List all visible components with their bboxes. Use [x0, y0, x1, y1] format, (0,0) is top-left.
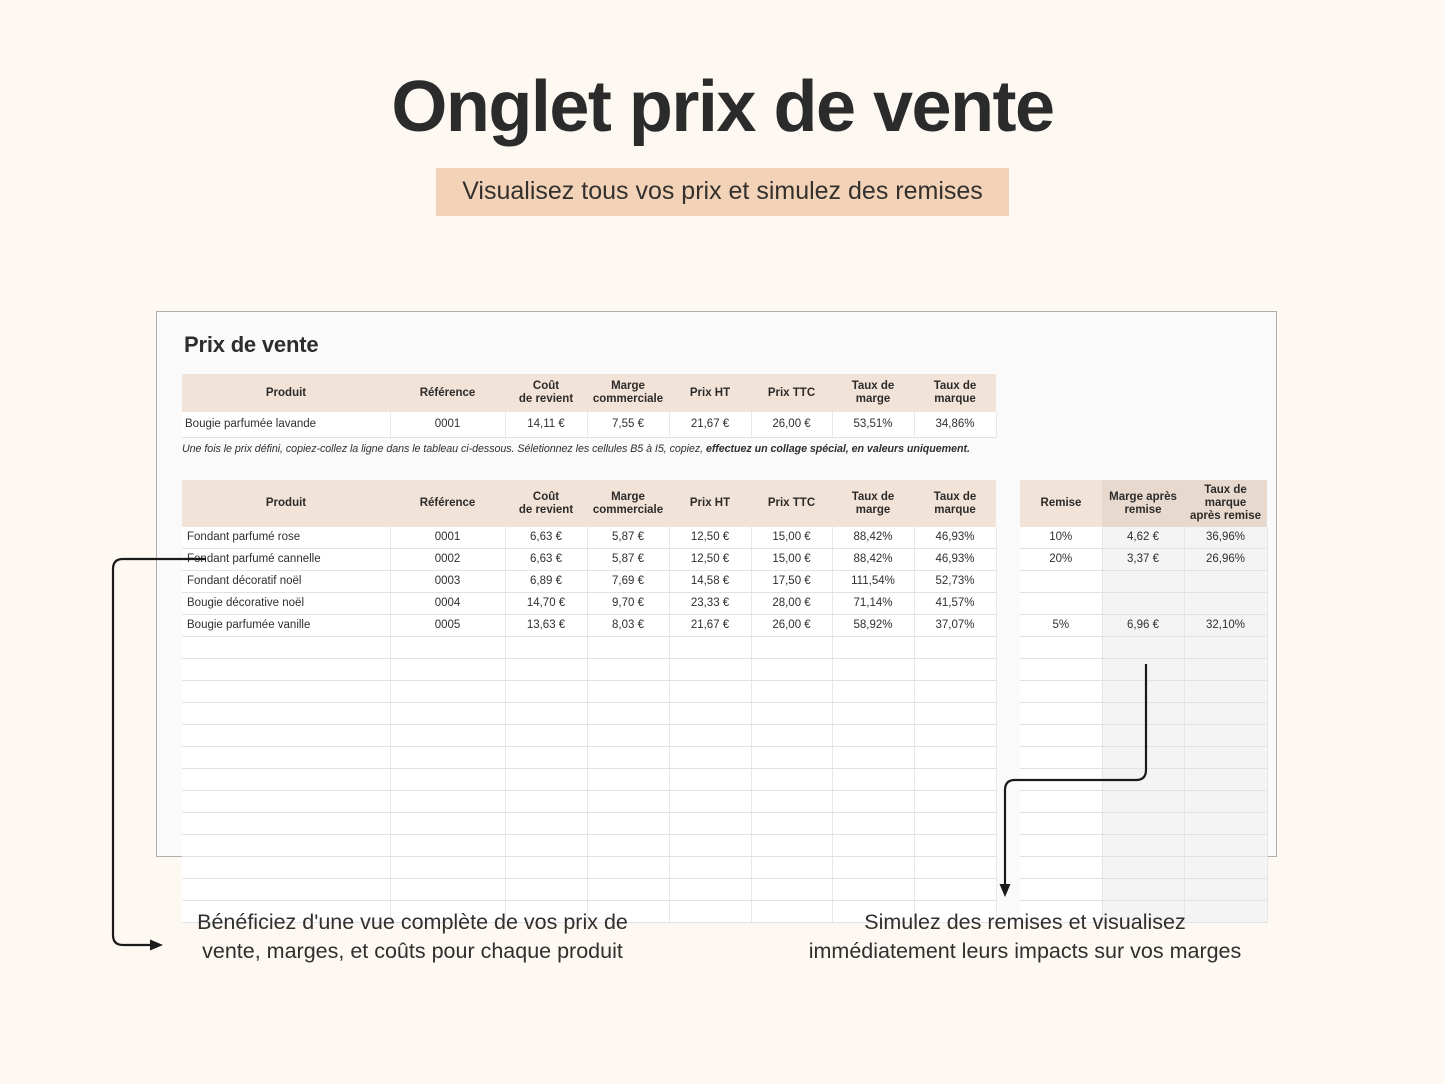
- caption-right: [745, 908, 1305, 966]
- table-row-empty[interactable]: [182, 703, 1267, 725]
- table-row-empty[interactable]: [182, 857, 1267, 879]
- cell-prix-ttc[interactable]: [751, 879, 832, 901]
- table-row[interactable]: [182, 615, 1267, 637]
- col-produit[interactable]: Produit: [182, 480, 390, 527]
- cell-spacer: [996, 571, 1020, 593]
- cell-taux-marque-apres-remise[interactable]: [1184, 857, 1267, 879]
- cell-produit[interactable]: [182, 769, 390, 791]
- cell-taux-marque-apres-remise[interactable]: [1184, 725, 1267, 747]
- table-row-empty[interactable]: [182, 637, 1267, 659]
- cell-prix-ht[interactable]: 14,58 €: [669, 571, 751, 593]
- cell-cout[interactable]: 6,63 €: [505, 549, 587, 571]
- cell-spacer: [996, 813, 1020, 835]
- cell-cout[interactable]: 14,11 €: [505, 412, 587, 438]
- col-marge-apres-remise[interactable]: Marge après remise: [1102, 480, 1184, 527]
- cell-prix-ttc[interactable]: 15,00 €: [751, 527, 832, 549]
- cell-prix-ttc[interactable]: [751, 703, 832, 725]
- cell-taux-marque-apres-remise[interactable]: [1184, 835, 1267, 857]
- cell-taux-marque-apres-remise[interactable]: [1184, 703, 1267, 725]
- cell-remise[interactable]: 20%: [1020, 549, 1102, 571]
- cell-remise[interactable]: 10%: [1020, 527, 1102, 549]
- table-row-empty[interactable]: [182, 769, 1267, 791]
- cell-spacer: [996, 681, 1020, 703]
- cell-taux-marque[interactable]: [914, 637, 996, 659]
- cell-remise[interactable]: [1020, 791, 1102, 813]
- cell-marge[interactable]: 5,87 €: [587, 527, 669, 549]
- table-row-empty[interactable]: [182, 747, 1267, 769]
- cell-marge-apres-remise[interactable]: [1102, 593, 1184, 615]
- cell-prix-ttc[interactable]: [751, 747, 832, 769]
- cell-marge[interactable]: 8,03 €: [587, 615, 669, 637]
- table-row-empty[interactable]: [182, 681, 1267, 703]
- cell-spacer: [996, 747, 1020, 769]
- cell-taux-marque[interactable]: 46,93%: [914, 527, 996, 549]
- cell-cout[interactable]: 6,63 €: [505, 527, 587, 549]
- cell-produit[interactable]: [182, 879, 390, 901]
- cell-marge[interactable]: 9,70 €: [587, 593, 669, 615]
- cell-prix-ht[interactable]: [669, 857, 751, 879]
- table-header-row: [182, 374, 996, 412]
- cell-prix-ht[interactable]: 12,50 €: [669, 527, 751, 549]
- cell-remise[interactable]: [1020, 659, 1102, 681]
- cell-prix-ttc[interactable]: [751, 681, 832, 703]
- cell-reference[interactable]: 0003: [390, 571, 505, 593]
- cell-reference[interactable]: [390, 659, 505, 681]
- cell-prix-ht[interactable]: 21,67 €: [669, 615, 751, 637]
- cell-produit[interactable]: Fondant décoratif noël: [182, 571, 390, 593]
- cell-marge[interactable]: [587, 681, 669, 703]
- cell-produit[interactable]: [182, 637, 390, 659]
- cell-cout[interactable]: [505, 813, 587, 835]
- cell-taux-marque-apres-remise[interactable]: 32,10%: [1184, 615, 1267, 637]
- cell-spacer: [996, 549, 1020, 571]
- col-marge-commerciale[interactable]: Marge commerciale: [587, 480, 669, 527]
- cell-cout[interactable]: [505, 857, 587, 879]
- cell-spacer: [996, 725, 1020, 747]
- cell-reference[interactable]: 0004: [390, 593, 505, 615]
- cell-taux-marque[interactable]: [914, 835, 996, 857]
- note-text: Une fois le prix défini, copiez-collez la ligne dans le tableau ci-dessous. Séletionnez les cellules B5 à I5, copiez,: [182, 443, 707, 455]
- table-body: [182, 527, 1267, 923]
- cell-prix-ttc[interactable]: [751, 791, 832, 813]
- cell-taux-marque-apres-remise[interactable]: [1184, 681, 1267, 703]
- cell-reference[interactable]: [390, 747, 505, 769]
- cell-taux-marque-apres-remise[interactable]: 26,96%: [1184, 549, 1267, 571]
- cell-reference[interactable]: [390, 813, 505, 835]
- cell-taux-marque[interactable]: 34,86%: [914, 412, 996, 438]
- table-row[interactable]: [182, 549, 1267, 571]
- cell-taux-marge[interactable]: [832, 747, 914, 769]
- col-cout-de-revient[interactable]: Coût de revient: [505, 374, 587, 412]
- cell-remise[interactable]: [1020, 813, 1102, 835]
- cell-taux-marge[interactable]: 111,54%: [832, 571, 914, 593]
- cell-taux-marque[interactable]: [914, 791, 996, 813]
- cell-remise[interactable]: [1020, 681, 1102, 703]
- cell-taux-marge[interactable]: [832, 791, 914, 813]
- cell-produit[interactable]: [182, 703, 390, 725]
- caption-left: [160, 908, 665, 966]
- cell-taux-marque[interactable]: [914, 813, 996, 835]
- caption-left-line1: Bénéficiez d'une vue complète de vos prix de: [197, 910, 628, 934]
- cell-marge-apres-remise[interactable]: [1102, 791, 1184, 813]
- cell-spacer: [996, 527, 1020, 549]
- cell-marge[interactable]: [587, 725, 669, 747]
- col-prix-ht[interactable]: Prix HT: [669, 480, 751, 527]
- col-spacer: [996, 480, 1020, 527]
- cell-produit[interactable]: [182, 725, 390, 747]
- cell-taux-marque[interactable]: 52,73%: [914, 571, 996, 593]
- table-row-empty[interactable]: [182, 725, 1267, 747]
- cell-produit[interactable]: Bougie parfumée lavande: [182, 412, 390, 438]
- cell-produit[interactable]: [182, 791, 390, 813]
- cell-prix-ht[interactable]: 21,67 €: [669, 412, 751, 438]
- cell-marge[interactable]: [587, 857, 669, 879]
- cell-reference[interactable]: [390, 703, 505, 725]
- price-simulation-table[interactable]: [182, 480, 1268, 923]
- table-row[interactable]: [182, 527, 1267, 549]
- instruction-note: [182, 443, 970, 455]
- cell-taux-marque[interactable]: 41,57%: [914, 593, 996, 615]
- cell-marge-apres-remise[interactable]: 3,37 €: [1102, 549, 1184, 571]
- cell-prix-ht[interactable]: 12,50 €: [669, 549, 751, 571]
- cell-prix-ht[interactable]: [669, 747, 751, 769]
- caption-left-line2: vente, marges, et coûts pour chaque produit: [202, 939, 623, 963]
- cell-reference[interactable]: [390, 835, 505, 857]
- cell-cout[interactable]: [505, 659, 587, 681]
- cell-marge[interactable]: [587, 637, 669, 659]
- cell-prix-ht[interactable]: 23,33 €: [669, 593, 751, 615]
- cell-prix-ttc[interactable]: [751, 857, 832, 879]
- cell-taux-marque-apres-remise[interactable]: [1184, 637, 1267, 659]
- col-reference[interactable]: Référence: [390, 480, 505, 527]
- cell-prix-ttc[interactable]: 15,00 €: [751, 549, 832, 571]
- cell-produit[interactable]: [182, 659, 390, 681]
- col-prix-ttc[interactable]: Prix TTC: [751, 480, 832, 527]
- col-produit[interactable]: Produit: [182, 374, 390, 412]
- cell-taux-marge[interactable]: 53,51%: [832, 412, 914, 438]
- cell-prix-ht[interactable]: [669, 681, 751, 703]
- cell-taux-marque-apres-remise[interactable]: [1184, 571, 1267, 593]
- subtitle-container: [0, 168, 1445, 216]
- cell-marge-apres-remise[interactable]: [1102, 879, 1184, 901]
- cell-cout[interactable]: [505, 703, 587, 725]
- col-taux-de-marge[interactable]: Taux de marge: [832, 480, 914, 527]
- cell-remise[interactable]: 5%: [1020, 615, 1102, 637]
- cell-cout[interactable]: [505, 681, 587, 703]
- cell-reference[interactable]: 0001: [390, 412, 505, 438]
- col-taux-de-marque[interactable]: Taux de marque: [914, 374, 996, 412]
- cell-marge-apres-remise[interactable]: 6,96 €: [1102, 615, 1184, 637]
- cell-prix-ht[interactable]: [669, 813, 751, 835]
- cell-marge[interactable]: 7,69 €: [587, 571, 669, 593]
- page-title: Onglet prix de vente: [391, 67, 1054, 147]
- col-remise[interactable]: Remise: [1020, 480, 1102, 527]
- cell-taux-marque-apres-remise[interactable]: [1184, 791, 1267, 813]
- cell-reference[interactable]: [390, 637, 505, 659]
- cell-spacer: [996, 857, 1020, 879]
- cell-taux-marge[interactable]: 88,42%: [832, 527, 914, 549]
- cell-taux-marge[interactable]: [832, 835, 914, 857]
- table-row-empty[interactable]: [182, 813, 1267, 835]
- cell-marge-apres-remise[interactable]: [1102, 703, 1184, 725]
- cell-marge[interactable]: [587, 703, 669, 725]
- cell-prix-ttc[interactable]: [751, 769, 832, 791]
- price-summary-table[interactable]: [182, 374, 997, 438]
- cell-spacer: [996, 637, 1020, 659]
- cell-remise[interactable]: [1020, 857, 1102, 879]
- cell-taux-marque[interactable]: [914, 769, 996, 791]
- cell-taux-marge[interactable]: [832, 637, 914, 659]
- cell-taux-marge[interactable]: [832, 659, 914, 681]
- cell-taux-marque[interactable]: [914, 857, 996, 879]
- cell-cout[interactable]: [505, 725, 587, 747]
- col-prix-ht[interactable]: Prix HT: [669, 374, 751, 412]
- cell-spacer: [996, 879, 1020, 901]
- cell-remise[interactable]: [1020, 747, 1102, 769]
- cell-taux-marque[interactable]: [914, 681, 996, 703]
- cell-spacer: [996, 769, 1020, 791]
- col-cout-de-revient[interactable]: Coût de revient: [505, 480, 587, 527]
- cell-produit[interactable]: Bougie décorative noël: [182, 593, 390, 615]
- cell-marge[interactable]: [587, 879, 669, 901]
- cell-reference[interactable]: [390, 791, 505, 813]
- cell-taux-marge[interactable]: [832, 725, 914, 747]
- cell-prix-ht[interactable]: [669, 901, 751, 923]
- cell-reference[interactable]: 0001: [390, 527, 505, 549]
- table-row[interactable]: [182, 571, 1267, 593]
- cell-taux-marge[interactable]: [832, 857, 914, 879]
- cell-cout[interactable]: 13,63 €: [505, 615, 587, 637]
- cell-taux-marge[interactable]: [832, 879, 914, 901]
- cell-marge-apres-remise[interactable]: [1102, 835, 1184, 857]
- card-title: Prix de vente: [184, 332, 319, 357]
- cell-remise[interactable]: [1020, 593, 1102, 615]
- cell-taux-marge[interactable]: 88,42%: [832, 549, 914, 571]
- cell-taux-marge[interactable]: 58,92%: [832, 615, 914, 637]
- cell-reference[interactable]: [390, 681, 505, 703]
- cell-marge-apres-remise[interactable]: [1102, 571, 1184, 593]
- table-row-empty[interactable]: [182, 659, 1267, 681]
- cell-marge-apres-remise[interactable]: [1102, 769, 1184, 791]
- cell-produit[interactable]: Fondant parfumé rose: [182, 527, 390, 549]
- cell-prix-ttc[interactable]: [751, 637, 832, 659]
- table-row-empty[interactable]: [182, 835, 1267, 857]
- cell-taux-marque[interactable]: [914, 703, 996, 725]
- table-row-empty[interactable]: [182, 791, 1267, 813]
- cell-prix-ttc[interactable]: 28,00 €: [751, 593, 832, 615]
- cell-remise[interactable]: [1020, 879, 1102, 901]
- cell-reference[interactable]: [390, 769, 505, 791]
- cell-taux-marque-apres-remise[interactable]: [1184, 879, 1267, 901]
- caption-right-line1: Simulez des remises et visualisez: [864, 910, 1186, 934]
- cell-cout[interactable]: 14,70 €: [505, 593, 587, 615]
- cell-taux-marque[interactable]: [914, 659, 996, 681]
- col-prix-ttc[interactable]: Prix TTC: [751, 374, 832, 412]
- cell-cout[interactable]: [505, 791, 587, 813]
- cell-prix-ttc[interactable]: [751, 835, 832, 857]
- cell-reference[interactable]: [390, 725, 505, 747]
- cell-prix-ht[interactable]: [669, 703, 751, 725]
- cell-taux-marge[interactable]: [832, 769, 914, 791]
- cell-marge-apres-remise[interactable]: [1102, 681, 1184, 703]
- col-reference[interactable]: Référence: [390, 374, 505, 412]
- table-row[interactable]: [182, 412, 996, 438]
- cell-reference[interactable]: [390, 857, 505, 879]
- cell-remise[interactable]: [1020, 637, 1102, 659]
- cell-prix-ht[interactable]: [669, 769, 751, 791]
- col-taux-marque-apres-remise[interactable]: Taux de marque après remise: [1184, 480, 1267, 527]
- cell-taux-marque-apres-remise[interactable]: [1184, 659, 1267, 681]
- cell-cout[interactable]: [505, 769, 587, 791]
- cell-taux-marque-apres-remise[interactable]: 36,96%: [1184, 527, 1267, 549]
- cell-cout[interactable]: [505, 637, 587, 659]
- subtitle-badge: Visualisez tous vos prix et simulez des remises: [436, 168, 1009, 216]
- table-row-empty[interactable]: [182, 879, 1267, 901]
- cell-taux-marque-apres-remise[interactable]: [1184, 747, 1267, 769]
- cell-cout[interactable]: [505, 835, 587, 857]
- cell-reference[interactable]: 0005: [390, 615, 505, 637]
- cell-remise[interactable]: [1020, 725, 1102, 747]
- table-header-row: [182, 480, 1267, 527]
- cell-prix-ttc[interactable]: 17,50 €: [751, 571, 832, 593]
- cell-marge[interactable]: [587, 659, 669, 681]
- cell-prix-ttc[interactable]: 26,00 €: [751, 412, 832, 438]
- cell-taux-marque-apres-remise[interactable]: [1184, 813, 1267, 835]
- col-marge-commerciale[interactable]: Marge commerciale: [587, 374, 669, 412]
- cell-marge-apres-remise[interactable]: [1102, 857, 1184, 879]
- cell-taux-marque[interactable]: [914, 725, 996, 747]
- col-taux-de-marge[interactable]: Taux de marge: [832, 374, 914, 412]
- cell-cout[interactable]: [505, 747, 587, 769]
- cell-spacer: [996, 791, 1020, 813]
- cell-taux-marque-apres-remise[interactable]: [1184, 593, 1267, 615]
- cell-marge-apres-remise[interactable]: [1102, 747, 1184, 769]
- cell-produit[interactable]: [182, 813, 390, 835]
- cell-marge[interactable]: 5,87 €: [587, 549, 669, 571]
- cell-spacer: [996, 659, 1020, 681]
- cell-taux-marge[interactable]: 71,14%: [832, 593, 914, 615]
- cell-marge[interactable]: 7,55 €: [587, 412, 669, 438]
- cell-spacer: [996, 593, 1020, 615]
- cell-produit[interactable]: Fondant parfumé cannelle: [182, 549, 390, 571]
- cell-spacer: [996, 835, 1020, 857]
- cell-taux-marge[interactable]: [832, 681, 914, 703]
- cell-prix-ht[interactable]: [669, 637, 751, 659]
- cell-marge[interactable]: [587, 835, 669, 857]
- cell-spacer: [996, 703, 1020, 725]
- cell-reference[interactable]: [390, 879, 505, 901]
- cell-cout[interactable]: 6,89 €: [505, 571, 587, 593]
- table-row[interactable]: [182, 593, 1267, 615]
- cell-marge-apres-remise[interactable]: [1102, 813, 1184, 835]
- cell-remise[interactable]: [1020, 835, 1102, 857]
- cell-produit[interactable]: [182, 857, 390, 879]
- cell-produit[interactable]: Bougie parfumée vanille: [182, 615, 390, 637]
- cell-taux-marge[interactable]: [832, 703, 914, 725]
- cell-prix-ttc[interactable]: 26,00 €: [751, 615, 832, 637]
- cell-prix-ttc[interactable]: [751, 659, 832, 681]
- cell-remise[interactable]: [1020, 769, 1102, 791]
- cell-taux-marge[interactable]: [832, 813, 914, 835]
- cell-marge[interactable]: [587, 747, 669, 769]
- cell-prix-ttc[interactable]: [751, 813, 832, 835]
- cell-marge[interactable]: [587, 769, 669, 791]
- cell-remise[interactable]: [1020, 571, 1102, 593]
- cell-marge[interactable]: [587, 813, 669, 835]
- cell-taux-marque[interactable]: 46,93%: [914, 549, 996, 571]
- caption-right-line2: immédiatement leurs impacts sur vos marges: [808, 939, 1242, 963]
- cell-produit[interactable]: [182, 747, 390, 769]
- cell-marge-apres-remise[interactable]: [1102, 725, 1184, 747]
- cell-marge-apres-remise[interactable]: [1102, 637, 1184, 659]
- cell-taux-marque-apres-remise[interactable]: [1184, 769, 1267, 791]
- cell-remise[interactable]: [1020, 703, 1102, 725]
- cell-prix-ht[interactable]: [669, 791, 751, 813]
- cell-prix-ht[interactable]: [669, 835, 751, 857]
- note-text-bold: effectuez un collage spécial, en valeurs uniquement.: [706, 443, 970, 455]
- cell-taux-marque[interactable]: [914, 879, 996, 901]
- cell-produit[interactable]: [182, 681, 390, 703]
- cell-taux-marque[interactable]: 37,07%: [914, 615, 996, 637]
- cell-prix-ht[interactable]: [669, 725, 751, 747]
- cell-prix-ht[interactable]: [669, 659, 751, 681]
- cell-reference[interactable]: 0002: [390, 549, 505, 571]
- cell-cout[interactable]: [505, 879, 587, 901]
- cell-produit[interactable]: [182, 835, 390, 857]
- cell-marge[interactable]: [587, 791, 669, 813]
- cell-prix-ht[interactable]: [669, 879, 751, 901]
- cell-marge-apres-remise[interactable]: [1102, 659, 1184, 681]
- col-taux-de-marque[interactable]: Taux de marque: [914, 480, 996, 527]
- cell-spacer: [996, 615, 1020, 637]
- cell-prix-ttc[interactable]: [751, 725, 832, 747]
- cell-marge-apres-remise[interactable]: 4,62 €: [1102, 527, 1184, 549]
- cell-taux-marque[interactable]: [914, 747, 996, 769]
